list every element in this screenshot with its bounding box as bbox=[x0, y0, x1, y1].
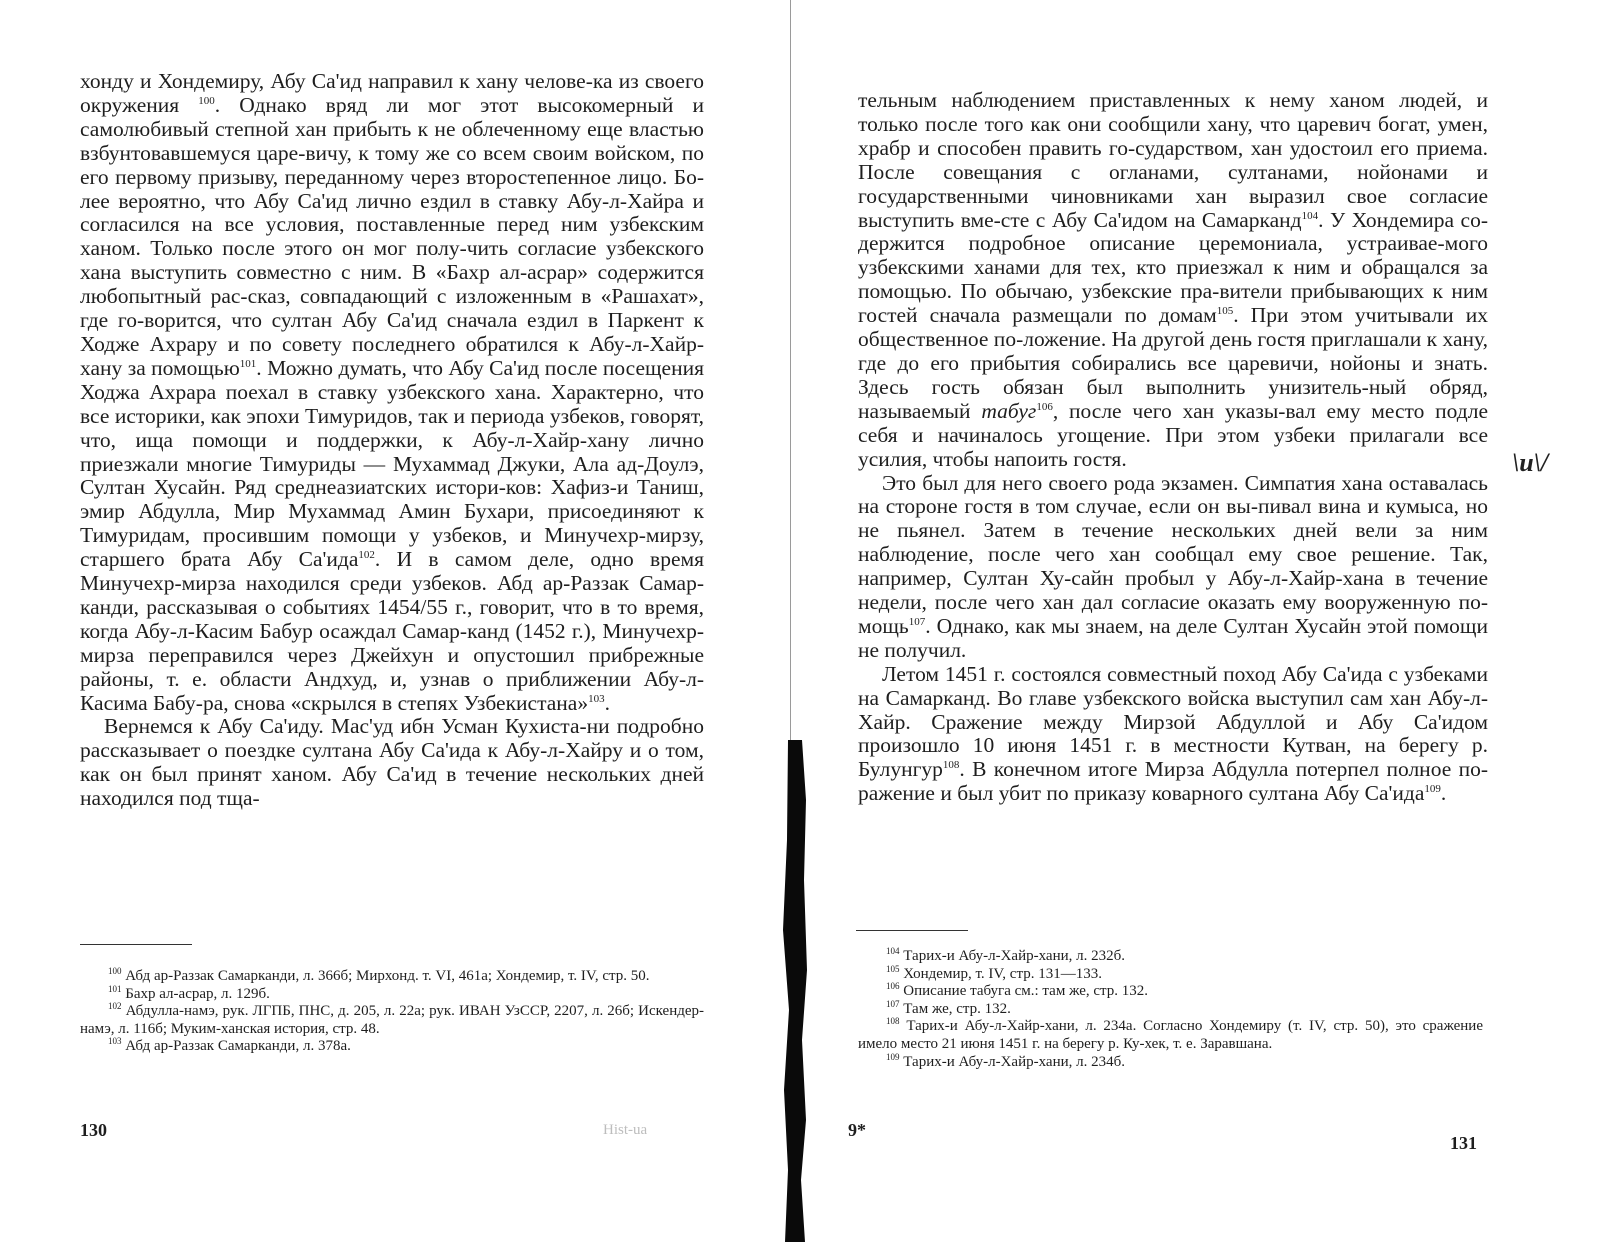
bleed-through-text: Hist-ua bbox=[603, 1122, 648, 1138]
right-paragraph-1 bbox=[858, 89, 1488, 472]
footnote-number: 108 bbox=[886, 1016, 900, 1027]
footnote-text: Абдулла-намэ, рук. ЛГПБ, ПНС, д. 205, л. 22а; рук. ИВАН УзССР, 2207, л. 26б; Искендер-намэ, л. 116б; Муким-ханская история, стр. 48. bbox=[80, 1003, 705, 1037]
footnote-number: 109 bbox=[886, 1051, 900, 1062]
text-run: . В конечном итоге Мирза Абдулла потерпел полное по-ражение и был убит по приказу коварного султана Абу Са'ида bbox=[858, 757, 1488, 806]
note-ref-107[interactable]: 107 bbox=[908, 615, 926, 628]
note-ref-104[interactable]: 104 bbox=[1301, 209, 1319, 222]
text-run: . bbox=[1440, 781, 1447, 806]
left-footnotes bbox=[80, 968, 704, 1056]
footnote-101 bbox=[80, 983, 704, 1004]
right-paragraph-3 bbox=[858, 663, 1488, 806]
footnote-text: Тарих-и Абу-л-Хайр-хани, л. 232б. bbox=[903, 948, 1125, 964]
footnote-text: Абд ар-Раззак Самарканди, л. 366б; Мирхонд. т. VI, 461а; Хондемир, т. IV, стр. 50. bbox=[125, 968, 650, 984]
text-run: . Однако вряд ли мог этот высокомерный и самолюбивый степной хан прибыть к не облеченному еще властью взбунтовавшемуся царе-вичу, к тому же со всем своим войском, по его первому призыву, переданному через второстепенное лицо. Бо-лее вероятно, что Абу Са'ид лично ездил в ставку Абу-л-Хайра и согласился на все условия, поставленные перед ним узбекским ханом. Только после этого он мог полу-чить согласие узбекского хана выступить совместно с ним. В «Бахр ал-асрар» содержится любопытный рас-сказ, совпадающий с изложенным в «Рашахат», где го-ворится, что султан Абу Са'ид сначала ездил в Паркент к Ходже Ахрару и по совету последнего обратился к Абу-л-Хайр-хану за помощью bbox=[80, 92, 704, 380]
left-paragraph-1 bbox=[80, 70, 704, 715]
page-number-left: 130 bbox=[80, 1120, 107, 1140]
left-page bbox=[0, 0, 790, 1242]
note-ref-103[interactable]: 103 bbox=[588, 692, 605, 705]
footnote-rule bbox=[856, 930, 968, 931]
footnote-108 bbox=[858, 1018, 1483, 1053]
italic-term: табуг bbox=[981, 398, 1037, 423]
right-footnotes bbox=[858, 948, 1483, 1071]
signature-mark: 9* bbox=[848, 1120, 866, 1140]
text-run: Летом 1451 г. состоялся совместный поход Абу Са'ида с узбеками на Самарканд. Во главе узбекского войска выступил сам хан Абу-л-Хайр. Сражение между Мирзой Абдуллой и Абу Са'идом произошло 10 июня 1451 г. в местности Кутван, на берегу р. Булунгур bbox=[858, 661, 1488, 782]
footnote-text: Бахр ал-асрар, л. 129б. bbox=[125, 985, 270, 1002]
footnote-number: 100 bbox=[108, 966, 122, 976]
footnote-text: Хондемир, т. IV, стр. 131—133. bbox=[903, 965, 1102, 982]
footnote-text: Там же, стр. 132. bbox=[903, 1000, 1011, 1017]
footnote-109 bbox=[858, 1051, 1483, 1072]
footnote-text: Тарих-и Абу-л-Хайр-хани, л. 234а. Согласно Хондемиру (т. IV, стр. 50), это сражение имело место 21 июня 1451 г. на берегу р. Ку-хек, т. е. Заравшана. bbox=[858, 1018, 1483, 1052]
text-run: . У Хондемира со-держится подробное описание церемониала, устраивае-мого узбекскими ханами для тех, кто приезжал к ним и обращался за помощью. По обычаю, узбекские пра-вители прибывающих к ним гостей сначала размещали по домам bbox=[858, 207, 1488, 328]
footnote-number: 101 bbox=[108, 983, 122, 994]
footnote-number: 107 bbox=[886, 998, 900, 1009]
text-run: , после чего хан указы-вал ему место подле себя и начиналось угощение. При этом узбеки прилагали все усилия, чтобы напоить гостя. bbox=[858, 398, 1489, 471]
footnote-107 bbox=[858, 998, 1483, 1019]
text-run: . Однако, как мы знаем, на деле Султан Хусайн этой помощи не получил. bbox=[858, 613, 1488, 662]
footnote-text: Абд ар-Раззак Самарканди, л. 378а. bbox=[125, 1038, 351, 1055]
footnote-100 bbox=[80, 968, 704, 986]
footnote-text: Описание табуга см.: там же, стр. 132. bbox=[903, 983, 1149, 1000]
note-ref-101[interactable]: 101 bbox=[239, 357, 257, 370]
note-ref-102[interactable]: 102 bbox=[358, 548, 375, 561]
text-run: . bbox=[604, 690, 610, 715]
note-ref-106[interactable]: 106 bbox=[1036, 400, 1053, 413]
note-ref-105[interactable]: 105 bbox=[1216, 305, 1234, 317]
right-body-text bbox=[858, 89, 1488, 806]
note-ref-109[interactable]: 109 bbox=[1424, 783, 1441, 796]
gutter-line bbox=[790, 0, 791, 740]
footnote-106 bbox=[858, 983, 1483, 1001]
page-number-right: 131 bbox=[1450, 1133, 1477, 1153]
note-ref-100[interactable]: 100 bbox=[198, 94, 215, 107]
right-paragraph-2 bbox=[858, 472, 1488, 663]
text-run: хонду и Хондемиру, Абу Са'ид направил к хану челове-ка из своего окружения bbox=[80, 69, 704, 117]
footnote-number: 106 bbox=[886, 981, 900, 992]
left-body-text bbox=[80, 70, 704, 811]
footnote-text: Тарих-и Абу-л-Хайр-хани, л. 234б. bbox=[903, 1053, 1125, 1070]
text-run: . При этом учитывали их общественное по-ложение. На другой день гостя приглашали к хану, где до его прибытия собирались все царевичи, нойоны и знать. Здесь гость обязан был выполнить унизитель-ный обряд, называемый bbox=[858, 303, 1488, 423]
footnote-rule bbox=[80, 944, 192, 945]
footnote-number: 102 bbox=[108, 1001, 122, 1012]
text-run: . И в самом деле, одно время Минучехр-мирза находился среди узбеков. Абд ар-Раззак Самар-канди, рассказывая о событиях 1454/55 г., говорит, что в то время, когда Абу-л-Касим Бабур осаждал Самар-канд (1452 г.), Минучехр-мирза переправился через Джейхун и опустошил прибрежные районы, т. е. области Андхуд, и, узнав о приближении Абу-л-Касима Бабу-ра, снова «скрылся в степях Узбекистана» bbox=[80, 547, 704, 715]
text-run: тельным наблюдением приставленных к нему ханом людей, и только после того как они сообщили хану, что царевич богат, умен, храбр и способен править го-сударством, хан удостоил его приема. После совещания с огланами, султанами, нойонами и государственными чиновниками хан выразил свое согласие выступить вме-сте с Абу Са'идом на Самарканд bbox=[858, 88, 1488, 232]
handwritten-margin-mark: \u\/ bbox=[1512, 448, 1549, 477]
footnote-number: 103 bbox=[108, 1036, 122, 1047]
footnote-number: 104 bbox=[886, 946, 900, 956]
footnote-104 bbox=[858, 948, 1483, 966]
left-paragraph-2: Вернемся к Абу Са'иду. Мас'уд ибн Усман Кухиста-ни подробно рассказывает о поездке султана Абу Са'ида к Абу-л-Хайру и о том, как он был принят ханом. Абу Са'ид в течение нескольких дней находился под тща- bbox=[80, 714, 704, 811]
text-run: . Можно думать, что Абу Са'ид после посещения Ходжа Ахрара поехал в ставку узбекского хана. Характерно, что все историки, как эпохи Тимуридов, так и периода узбеков, говорят, что, ища помощи и поддержки, к Абу-л-Хайр-хану лично приезжали многие Тимуриды — Мухаммад Джуки, Ала ад-Доулэ, Султан Хусайн. Ряд среднеазиатских истори-ков: Хафиз-и Таниш, эмир Абдулла, Мир Мухаммад Амин Бухари, присоединяют к Тимуридам, просившим помощи у узбеков, и Минучехр-мирзу, старшего брата Абу Са'ида bbox=[80, 355, 704, 572]
footnote-number: 105 bbox=[886, 963, 900, 974]
footnote-102 bbox=[80, 1003, 704, 1038]
right-page bbox=[810, 0, 1601, 1242]
footnote-105 bbox=[858, 963, 1483, 984]
footnote-103 bbox=[80, 1038, 704, 1056]
text-run: Это был для него своего рода экзамен. Симпатия хана оставалась на стороне гостя в том случае, если он вы-пивал вина и кумыса, но не пьянел. Затем в течение нескольких дней вели за ним наблюдение, после чего хан сообщал ему свое решение. Так, например, Султан Ху-сайн пробыл у Абу-л-Хайр-хана в течение недели, после чего хан дал согласие оказать ему вооруженную по-мощь bbox=[858, 470, 1488, 638]
note-ref-108[interactable]: 108 bbox=[942, 759, 960, 772]
